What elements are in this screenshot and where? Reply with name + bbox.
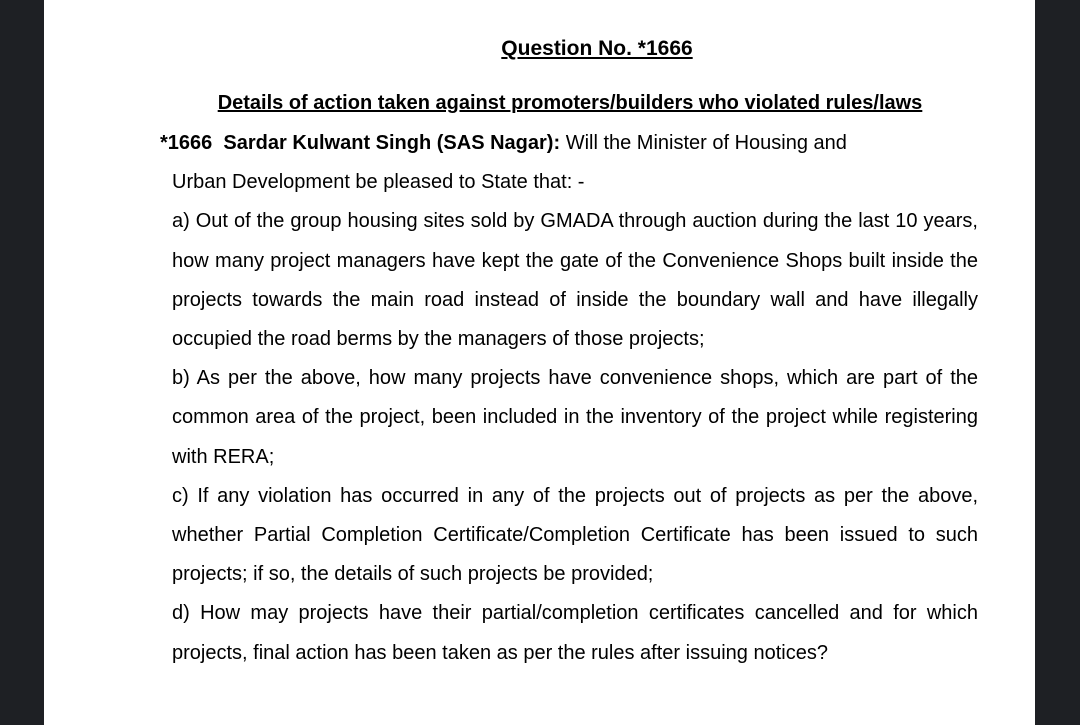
question-intro <box>160 124 978 163</box>
subject-heading: Details of action taken against promoters/builders who violated rules/laws <box>217 92 923 114</box>
document-page <box>44 0 1035 725</box>
question-body <box>160 124 978 673</box>
question-item-c: c) If any violation has occurred in any of the projects out of projects as per the above, whether Partial Completion Certificate/Completion Certificate has been issued to such projects; if so, the details of such projects be provided; <box>172 484 978 586</box>
question-item-b: b) As per the above, how many projects have convenience shops, which are part of the common area of the project, been included in the inventory of the project while registering with RERA; <box>172 367 978 468</box>
intro-lead: Will the Minister of Housing and <box>565 132 847 154</box>
question-heading: Question No. *1666 <box>501 37 693 60</box>
intro-continuation: Urban Development be pleased to State that: - <box>172 171 585 194</box>
member-name: Sardar Kulwant Singh (SAS Nagar): <box>223 132 561 154</box>
question-item-d: d) How may projects have their partial/completion certificates cancelled and for which projects, final action has been taken as per the rules after issuing notices? <box>172 602 978 664</box>
question-item-a: a) Out of the group housing sites sold by GMADA through auction during the last 10 years, how many project managers have kept the gate of the Convenience Shops built inside the projects towards the main road instead of inside the boundary wall and have illegally occupied the road berms by the managers of those projects; <box>172 210 978 351</box>
question-number: *1666 <box>160 132 213 154</box>
